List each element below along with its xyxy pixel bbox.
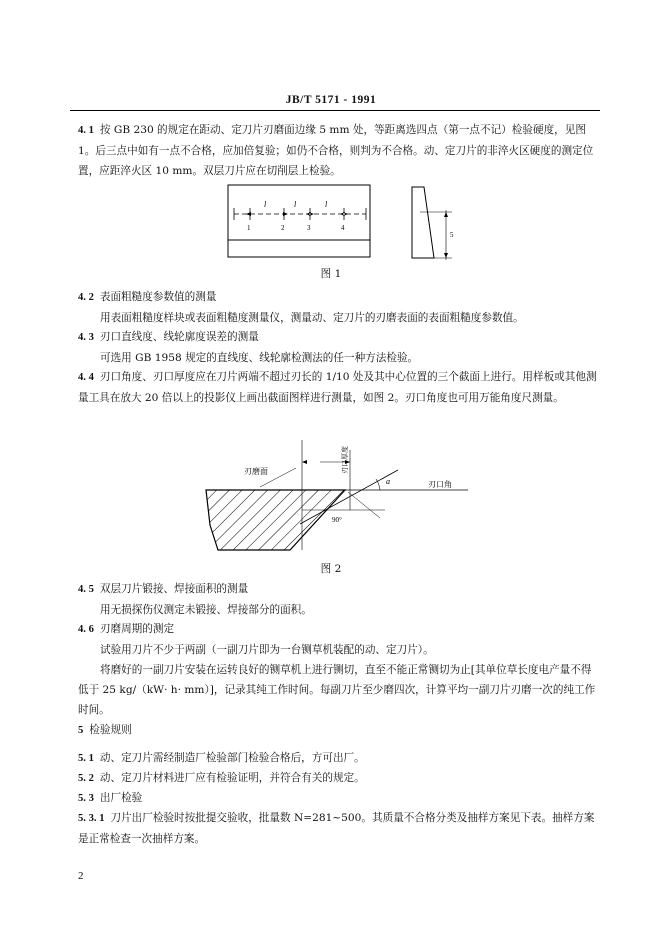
section-4-2	[78, 287, 600, 328]
section-text: 按 GB 230 的规定在距动、定刀片刃磨面边缘 5 mm 处，等距离选四点（第一点不记）检验硬度，见图 1。后三点中如有一点不合格，应加倍复验；如仍不合格，则判为不合格。动、定刀片的非淬火区硬度的测定位置，应距淬火区 10 mm。双层刀片应在切削层上检验。	[78, 124, 594, 177]
label-edge-angle: 刃口角	[428, 480, 452, 489]
section-number: 4. 1	[78, 125, 94, 136]
header-rule	[70, 110, 600, 111]
figure-1	[220, 182, 470, 262]
section-number: 5. 3	[78, 793, 94, 804]
section-title: 刃口直线度、线轮廓度误差的测量	[99, 331, 259, 343]
point-label-1: 1	[247, 224, 251, 232]
section-number: 4. 5	[78, 584, 94, 595]
section-number: 5. 3. 1	[78, 813, 105, 824]
label-edge-thickness: 刃口厚度	[341, 446, 349, 474]
section-number: 5. 1	[78, 753, 94, 764]
section-5-3-1	[78, 808, 600, 849]
figure-2-caption: 图 2	[320, 563, 342, 575]
figure-1-caption: 图 1	[320, 268, 342, 280]
section-title: 出厂检验	[99, 792, 143, 804]
blade-profile	[412, 187, 434, 258]
section-text: 动、定刀片需经制造厂检验部门检验合格后，方可出厂。	[99, 752, 365, 764]
section-body: 可选用 GB 1958 规定的直线度、线轮廓检测法的任一种方法检验。	[100, 352, 419, 364]
section-5-3	[78, 788, 600, 809]
section-4-3	[78, 327, 600, 368]
section-title: 双层刀片锻接、焊接面积的测量	[99, 583, 249, 595]
section-number: 4. 3	[78, 332, 94, 343]
section-4-1	[78, 120, 600, 181]
section-4-4	[78, 367, 600, 408]
blade-face	[228, 185, 370, 257]
dim-l-3: l	[325, 200, 328, 209]
label-a: a	[386, 477, 390, 486]
point-label-4: 4	[341, 224, 345, 232]
dim-l-1: l	[264, 200, 267, 209]
point-label-2: 2	[281, 224, 285, 232]
section-text: 刃口角度、刃口厚度应在刀片两端不超过刃长的 1/10 处及其中心位置的三个截面上进行。用样板或其他测量工具在放大 20 倍以上的投影仪上画出截面图样进行测量，如图 2。刃口角度也可用万能角度尺测量。	[78, 371, 597, 404]
section-5-2	[78, 768, 600, 789]
section-title: 检验规则	[89, 724, 132, 736]
section-body: 用无损探伤仪测定未锻接、焊接部分的面积。	[100, 604, 312, 616]
side-dim-5: 5	[450, 231, 454, 239]
standard-header: JB/T 5171 - 1991	[285, 94, 377, 106]
section-4-6	[78, 619, 600, 720]
page-number: 2	[78, 870, 84, 882]
section-text: 刀片出厂检验时按批提交验收，批量数 N=281~500。其质量不合格分类及抽样方案见下表。抽样方案是正常检查一次抽样方案。	[78, 812, 595, 845]
section-number: 4. 4	[78, 372, 94, 383]
section-text: 动、定刀片材料进厂应有检验证明，并符合有关的规定。	[99, 772, 365, 784]
section-title: 刃磨周期的测定	[99, 623, 175, 635]
point-label-3: 3	[307, 224, 311, 232]
section-5	[78, 720, 600, 741]
hardness-points	[250, 208, 344, 220]
section-body: 用表面粗糙度样块或表面粗糙度测量仪，测量动、定刀片的刃磨表面的表面粗糙度参数值。	[100, 312, 524, 324]
dim-l-2: l	[294, 200, 297, 209]
section-body-1: 试验用刀片不少于两副（一副刀片即为一台铡草机装配的动、定刀片）。	[100, 644, 434, 656]
section-number: 5	[78, 725, 84, 736]
figure-2	[200, 430, 490, 560]
section-body-2: 将磨好的一副刀片安装在运转良好的铡草机上进行铡切，直至不能正常铡切为止[其单位草长度电产量不得低于 25 kg/（kW· h· mm）]，记录其纯工作时间。每副刀片至少磨四次，计算平均一副刀片刃磨一次的纯工作时间。	[78, 664, 596, 716]
section-5-1	[78, 748, 600, 769]
section-number: 4. 2	[78, 292, 94, 303]
section-title: 表面粗糙度参数值的测量	[99, 291, 217, 303]
blade-section	[206, 490, 345, 550]
label-90: 90°	[332, 516, 342, 524]
label-grind-surface: 刃磨面	[244, 467, 268, 476]
section-number: 5. 2	[78, 773, 94, 784]
section-number: 4. 6	[78, 624, 94, 635]
section-4-5	[78, 579, 600, 620]
